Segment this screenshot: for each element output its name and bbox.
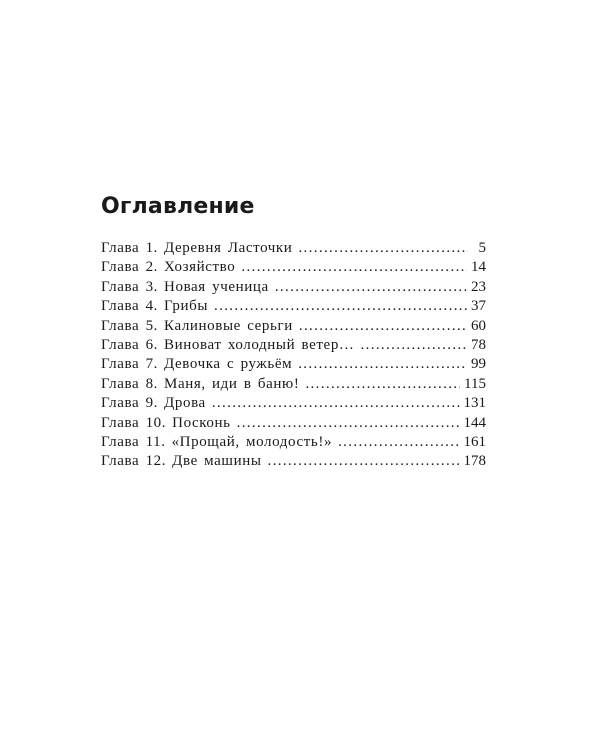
toc-leader-dots bbox=[268, 452, 460, 471]
toc-leader-dots bbox=[241, 258, 467, 277]
toc-chapter-title: Калиновые серьги bbox=[164, 317, 293, 334]
toc-entry bbox=[101, 317, 486, 336]
toc-page-number: 144 bbox=[463, 414, 486, 431]
toc-chapter-title: Хозяйство bbox=[164, 259, 236, 276]
toc-page-number: 178 bbox=[463, 453, 486, 470]
toc-chapter-number: Глава 8. bbox=[101, 375, 159, 392]
toc-page-number: 99 bbox=[471, 356, 486, 373]
toc-chapter-title: Дрова bbox=[164, 395, 206, 412]
toc-chapter-number: Глава 1. bbox=[101, 240, 159, 256]
toc-page-number: 23 bbox=[471, 278, 486, 295]
toc-entry bbox=[101, 258, 486, 277]
toc-chapter-title: Две машины bbox=[172, 453, 262, 470]
toc-page-number: 14 bbox=[471, 259, 486, 276]
toc-chapter-title: Виноват холодный ветер… bbox=[164, 336, 355, 353]
toc-chapter-title: Грибы bbox=[164, 298, 208, 315]
toc-chapter-number: Глава 4. bbox=[101, 298, 159, 315]
toc-page-number: 60 bbox=[471, 317, 486, 334]
toc-chapter-number: Глава 2. bbox=[101, 259, 159, 276]
toc-entry bbox=[101, 355, 486, 374]
toc-entry bbox=[101, 375, 486, 394]
toc-entry bbox=[101, 239, 486, 258]
toc-leader-dots bbox=[305, 375, 460, 394]
toc-chapter-title: Новая ученица bbox=[164, 278, 269, 295]
toc-leader-dots bbox=[212, 394, 460, 413]
toc-leader-dots bbox=[361, 336, 467, 355]
toc-page-number: 161 bbox=[463, 433, 486, 450]
toc-page-number: 37 bbox=[471, 298, 486, 315]
toc-chapter-number: Глава 12. bbox=[101, 453, 167, 470]
toc-chapter-number: Глава 10. bbox=[101, 414, 167, 431]
toc-chapter-title: Девочка с ружьём bbox=[164, 356, 293, 373]
toc-entry bbox=[101, 297, 486, 316]
toc-list bbox=[101, 239, 486, 472]
toc-heading: Оглавление bbox=[101, 194, 255, 219]
toc-chapter-title: «Прощай, молодость!» bbox=[171, 433, 333, 450]
toc-leader-dots bbox=[298, 239, 468, 258]
toc-leader-dots bbox=[275, 278, 467, 297]
toc-chapter-number: Глава 6. bbox=[101, 336, 159, 353]
toc-page-number: 115 bbox=[464, 375, 486, 392]
toc-entry bbox=[101, 452, 486, 471]
toc-chapter-number: Глава 5. bbox=[101, 317, 159, 334]
toc-entry bbox=[101, 433, 486, 452]
toc-page-number: 78 bbox=[471, 336, 486, 353]
toc-chapter-title: Маня, иди в баню! bbox=[164, 375, 300, 392]
toc-chapter-number: Глава 3. bbox=[101, 278, 159, 295]
toc-chapter-number: Глава 9. bbox=[101, 395, 159, 412]
toc-leader-dots bbox=[299, 317, 467, 336]
toc-chapter-number: Глава 11. bbox=[101, 433, 166, 450]
toc-chapter-title: Посконь bbox=[172, 414, 231, 431]
toc-leader-dots bbox=[214, 297, 467, 316]
toc-leader-dots bbox=[338, 433, 459, 452]
toc-entry bbox=[101, 336, 486, 355]
toc-entry bbox=[101, 414, 486, 433]
toc-leader-dots bbox=[237, 414, 460, 433]
toc-page-number: 131 bbox=[463, 395, 486, 412]
toc-leader-dots bbox=[298, 355, 467, 374]
toc-chapter-number: Глава 7. bbox=[101, 356, 159, 373]
toc-entry bbox=[101, 278, 486, 297]
toc-entry bbox=[101, 394, 486, 413]
toc-chapter-title: Деревня Ласточки bbox=[164, 240, 293, 256]
toc-page-number: 5 bbox=[478, 240, 486, 256]
